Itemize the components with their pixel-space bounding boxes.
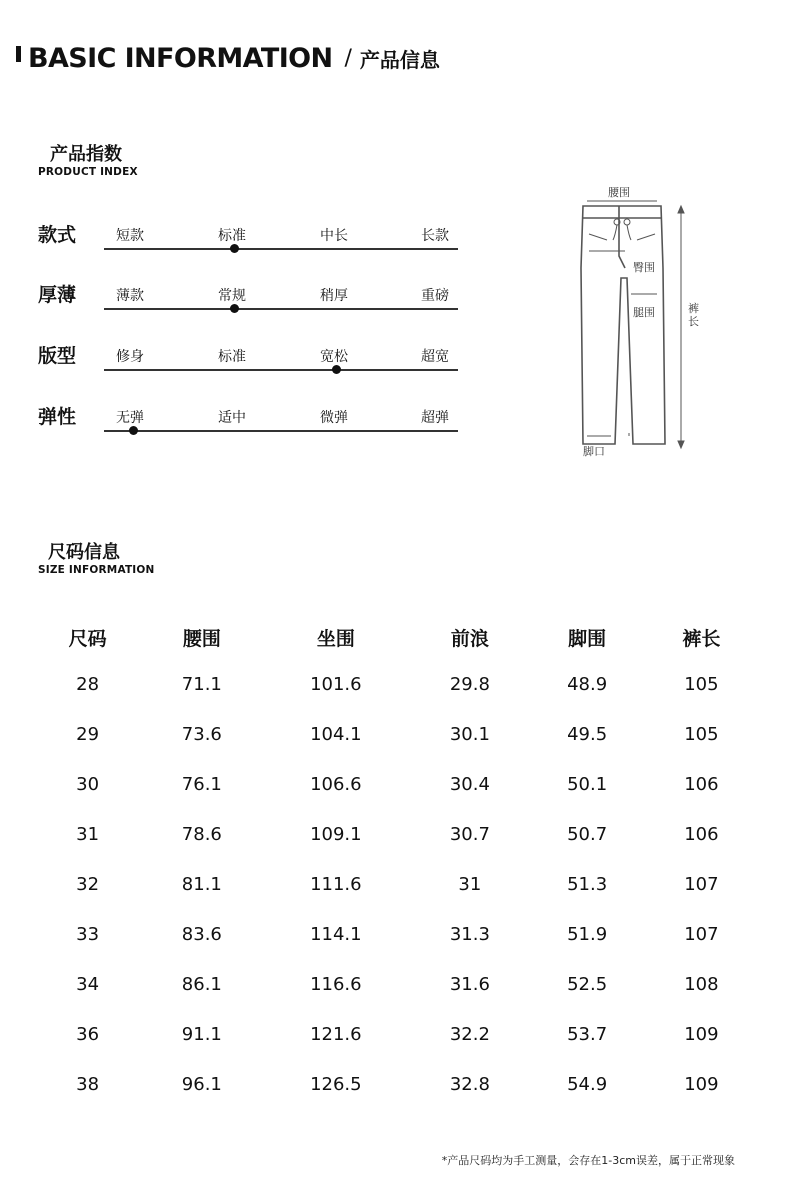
index-option: 微弹 [320,410,348,426]
table-cell: 52.5 [567,973,608,995]
index-option: 标准 [218,349,246,365]
table-cell: 81.1 [181,873,222,895]
index-scale-line [104,248,458,250]
table-cell: 107 [684,873,719,895]
table-cell: 32.2 [449,1023,490,1045]
table-cell: 121.6 [310,1023,362,1045]
table-cell: 105 [684,723,719,745]
table-row [32,1009,757,1059]
table-cell: 31 [76,823,100,845]
size-table-header-cell: 尺码 [68,627,107,650]
header-title-en: BASIC INFORMATION [28,42,333,74]
diagram-waist-label: 腰围 [608,186,630,199]
table-cell: 78.6 [181,823,222,845]
table-cell: 76.1 [181,773,222,795]
table-cell: 106.6 [310,773,362,795]
index-option: 短款 [116,228,144,244]
table-cell: 114.1 [310,923,362,945]
table-cell: 28 [76,673,100,695]
product-index-subtitle: PRODUCT INDEX [38,166,138,178]
index-scale-line [104,369,458,371]
table-cell: 48.9 [567,673,608,695]
size-table [32,615,757,1109]
index-option: 常规 [218,288,246,304]
table-cell: 51.9 [567,923,608,945]
index-row [38,220,458,250]
size-table-header-cell: 前浪 [450,627,489,650]
product-index-title: 产品指数 [50,144,122,165]
table-cell: 50.7 [567,823,608,845]
page-header [16,38,440,78]
table-cell: 83.6 [181,923,222,945]
index-selected-marker [332,365,341,374]
index-scale-line [104,308,458,310]
table-cell: 116.6 [310,973,362,995]
index-row [38,280,458,310]
index-option: 超弹 [421,410,449,426]
diagram-hem-label: 脚口 [583,445,605,458]
index-row [38,341,458,371]
diagram-hip-label: 臀围 [633,261,655,274]
index-row-label: 版型 [38,345,77,367]
table-cell: 30.4 [449,773,490,795]
table-cell: 51.3 [567,873,608,895]
size-table-header-cell: 脚围 [568,627,607,650]
table-cell: 109 [684,1023,719,1045]
table-cell: 30 [76,773,100,795]
table-row [32,759,757,809]
diagram-thigh-label: 腿围 [633,306,655,319]
index-option: 长款 [421,228,449,244]
index-row-label: 弹性 [38,406,77,428]
table-cell: 104.1 [310,723,362,745]
size-table-header-cell: 腰围 [182,627,221,650]
table-cell: 106 [684,773,719,795]
table-cell: 29 [76,723,100,745]
table-cell: 32 [76,873,100,895]
index-option: 重磅 [421,288,449,304]
size-table-header-cell: 裤长 [682,627,721,650]
table-cell: 49.5 [567,723,608,745]
index-option: 薄款 [116,288,144,304]
table-row [32,659,757,709]
table-cell: 91.1 [181,1023,222,1045]
index-option: 宽松 [320,349,348,365]
table-cell: 31.3 [449,923,490,945]
table-cell: 71.1 [181,673,222,695]
diagram-length-label: 裤长 [688,302,699,328]
index-option: 修身 [116,349,144,365]
table-cell: 106 [684,823,719,845]
table-cell: 36 [76,1023,100,1045]
header-title-cn: 产品信息 [359,47,440,72]
table-cell: 54.9 [567,1073,608,1095]
index-row-label: 款式 [38,224,77,246]
table-cell: 34 [76,973,100,995]
table-row [32,809,757,859]
table-cell: 32.8 [449,1073,490,1095]
table-cell: 31.6 [449,973,490,995]
index-option: 无弹 [116,410,144,426]
table-cell: 108 [684,973,719,995]
table-cell: 73.6 [181,723,222,745]
index-selected-marker [129,426,138,435]
index-row-label: 厚薄 [38,284,77,306]
table-row [32,1059,757,1109]
size-table-body [32,659,757,1109]
table-cell: 33 [76,923,100,945]
header-separator: / [344,45,352,71]
index-option: 超宽 [421,349,449,365]
size-info-title: 尺码信息 [48,542,120,563]
size-table-header-cell: 坐围 [316,627,355,650]
table-cell: 96.1 [181,1073,222,1095]
table-cell: 109.1 [310,823,362,845]
table-cell: 101.6 [310,673,362,695]
header-accent-bar [16,46,21,62]
index-option: 标准 [218,228,246,244]
table-cell: 31 [458,873,482,895]
table-cell: 53.7 [567,1023,608,1045]
index-selected-marker [230,244,239,253]
index-option: 适中 [218,410,246,426]
table-cell: 50.1 [567,773,608,795]
pants-measurement-diagram [565,178,715,463]
table-cell: 86.1 [181,973,222,995]
table-row [32,709,757,759]
table-cell: 30.1 [449,723,490,745]
table-row [32,909,757,959]
table-cell: 29.8 [449,673,490,695]
table-row [32,959,757,1009]
size-info-subtitle: SIZE INFORMATION [38,564,155,576]
table-row [32,859,757,909]
table-cell: 109 [684,1073,719,1095]
table-cell: 30.7 [449,823,490,845]
index-option: 稍厚 [320,288,348,304]
index-row [38,402,458,432]
index-selected-marker [230,304,239,313]
table-cell: 111.6 [310,873,362,895]
table-cell: 38 [76,1073,100,1095]
index-option: 中长 [320,228,348,244]
measurement-footnote: *产品尺码均为手工测量，会存在1-3cm误差，属于正常现象 [441,1154,735,1167]
table-cell: 126.5 [310,1073,362,1095]
table-cell: 107 [684,923,719,945]
index-scale-line [104,430,458,432]
table-cell: 105 [684,673,719,695]
size-table-header [32,615,757,659]
